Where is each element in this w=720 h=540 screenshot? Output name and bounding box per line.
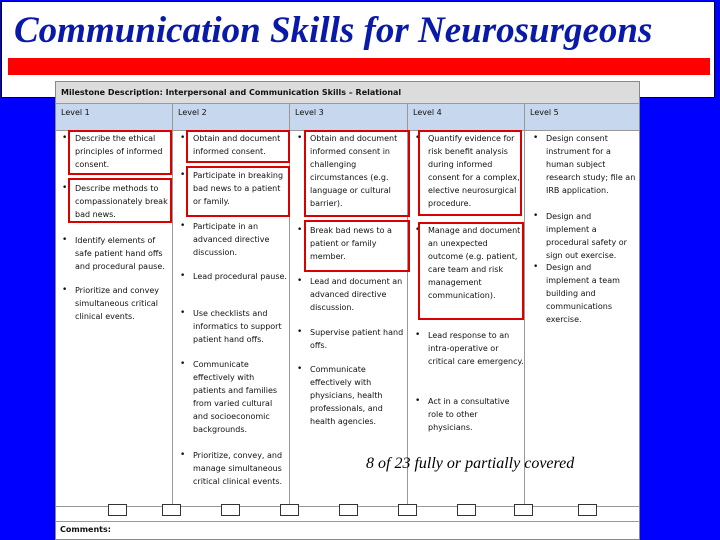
- level-2-item: • Lead procedural pause.: [193, 270, 289, 283]
- rating-checkbox[interactable]: [162, 504, 181, 516]
- coverage-highlight-box: [68, 178, 172, 223]
- level-3-item: • Supervise patient hand offs.: [310, 326, 406, 352]
- level-2-item: • Obtain and document informed consent.: [193, 132, 289, 158]
- level-2-item: • Prioritize, convey, and manage simultaneous critical clinical events.: [193, 449, 289, 488]
- coverage-highlight-box: [418, 130, 522, 216]
- level-3-item: • Break bad news to a patient or family member.: [310, 224, 406, 263]
- level-2-item: • Participate in an advanced directive discussion.: [193, 220, 289, 259]
- level-2-item: • Communicate effectively with patients and families from varied cultural and socioeconomic backgrounds.: [193, 358, 289, 436]
- coverage-caption: 8 of 23 fully or partially covered: [366, 455, 575, 472]
- milestone-description: Milestone Description: Interpersonal and Communication Skills – Relational: [56, 82, 639, 104]
- level-3-item: • Communicate effectively with physicians, health professionals, and health agencies.: [310, 363, 406, 428]
- coverage-highlight-box: [186, 130, 290, 163]
- coverage-highlight-box: [418, 222, 524, 320]
- level-3-item: • Obtain and document informed consent in challenging circumstances (e.g. language or cultural barrier).: [310, 132, 406, 210]
- red-divider-bar: [8, 58, 710, 75]
- level-3-header: Level 3: [290, 104, 408, 131]
- rating-checkbox[interactable]: [339, 504, 358, 516]
- coverage-highlight-box: [304, 130, 410, 217]
- level-4-item: • Lead response to an intra-operative or critical care emergency.: [428, 329, 524, 368]
- level-4-header: Level 4: [408, 104, 525, 131]
- rating-checkbox[interactable]: [108, 504, 127, 516]
- level-4-item: • Act in a consultative role to other physicians.: [428, 395, 524, 434]
- level-1-item: • Describe the ethical principles of informed consent.: [75, 132, 171, 171]
- level-1-header: Level 1: [56, 104, 173, 131]
- level-2-item: • Participate in breaking bad news to a patient or family.: [193, 169, 289, 208]
- level-5-header: Level 5: [525, 104, 639, 131]
- rating-checkbox[interactable]: [221, 504, 240, 516]
- rating-checkbox[interactable]: [578, 504, 597, 516]
- level-4-item: • Manage and document an unexpected outcome (e.g. patient, care team and risk management communication).: [428, 224, 524, 302]
- level-4-item: • Quantify evidence for risk benefit analysis during informed consent for a complex, elective neurosurgical procedure.: [428, 132, 524, 210]
- level-1-item: • Prioritize and convey simultaneous critical clinical events.: [75, 284, 171, 323]
- coverage-highlight-box: [186, 166, 290, 217]
- comments-label: Comments:: [60, 525, 111, 534]
- coverage-highlight-box: [304, 220, 410, 272]
- level-2-item: • Use checklists and informatics to support patient hand offs.: [193, 307, 289, 346]
- level-3-item: • Lead and document an advanced directive discussion.: [310, 275, 406, 314]
- level-5-item: • Design consent instrument for a human subject research study; file an IRB application.: [546, 132, 636, 197]
- level-5-item: • Design and implement a procedural safety or sign out exercise.: [546, 210, 636, 262]
- level-1-item: • Describe methods to compassionately break bad news.: [75, 182, 171, 221]
- slide-title: Communication Skills for Neurosurgeons: [14, 10, 653, 51]
- rating-checkbox[interactable]: [398, 504, 417, 516]
- level-5-item: • Design and implement a team building and communications exercise.: [546, 261, 636, 326]
- level-1-item: • Identify elements of safe patient hand offs and procedural pause.: [75, 234, 171, 273]
- coverage-highlight-box: [68, 130, 172, 175]
- rating-checkbox[interactable]: [457, 504, 476, 516]
- level-2-header: Level 2: [173, 104, 290, 131]
- rating-checkbox[interactable]: [514, 504, 533, 516]
- rating-checkbox[interactable]: [280, 504, 299, 516]
